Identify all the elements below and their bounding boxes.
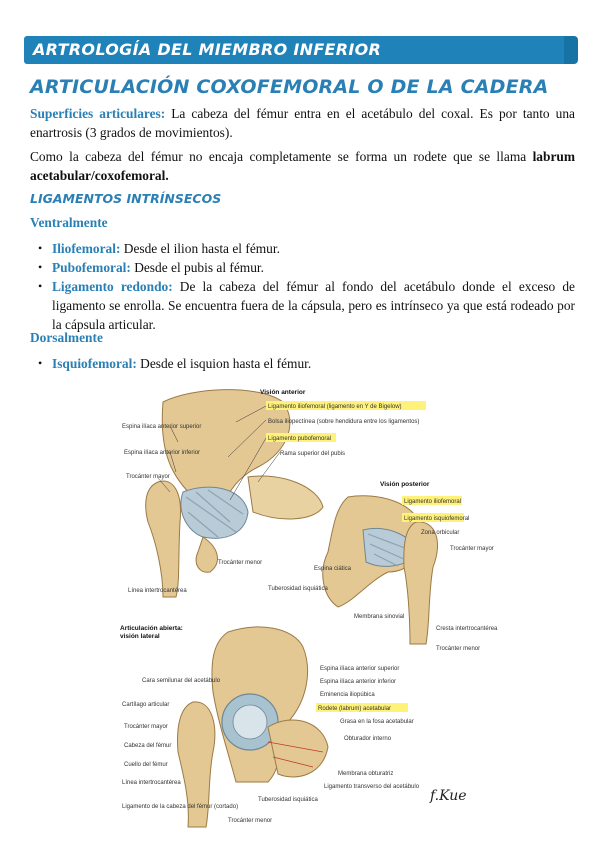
list-ventral (34, 239, 575, 334)
figure-label: Tuberosidad isquiática (258, 797, 318, 803)
figure-label: Espina ciática (314, 566, 352, 572)
list-item (34, 258, 575, 277)
figure-label: Línea intertrocantérea (128, 588, 187, 594)
figure-label: Ligamento de la cabeza del fémur (cortado) (122, 804, 239, 810)
hip-anatomy-illustration (118, 382, 498, 830)
figure-label: Ligamento pubofemoral (268, 436, 332, 442)
lateral-view-title-line1: Articulación abierta: (120, 625, 183, 632)
figure-label: Eminencia iliopúbica (320, 692, 375, 698)
banner-title: ARTROLOGÍA DEL MIEMBRO INFERIOR (33, 40, 382, 59)
figure-label: Cuello del fémur (124, 762, 168, 768)
author-signature: f.Kue (430, 788, 467, 804)
paragraph-labrum (30, 147, 575, 185)
figure-label: Espina ilíaca anterior inferior (320, 679, 397, 685)
list-text: De la cabeza del fémur al fondo del acetábulo donde el exceso de ligamento se enrolla. Se encuentra fuera de la cápsula, pero es intrínseco ya que está rodeado por la cápsula articular. (52, 279, 575, 332)
figure-label: Zona orbicular (421, 530, 460, 536)
figure-label: Bolsa iliopectínea (sobre hendidura entre los ligamentos) (268, 419, 420, 425)
list-text: Desde el isquion hasta el fémur. (136, 356, 312, 371)
list-term: Iliofemoral: (52, 241, 121, 256)
figure-label: Trocánter mayor (450, 546, 494, 552)
section-title: ARTICULACIÓN COXOFEMORAL O DE LA CADERA (30, 76, 549, 98)
list-text: Desde el pubis al fémur. (130, 260, 264, 275)
list-text: Desde el ilion hasta el fémur. (120, 241, 280, 256)
figure-label: Ligamento transverso del acetábulo (324, 784, 420, 790)
figure-label: Trocánter menor (218, 560, 263, 566)
anterior-view-title: Visión anterior (260, 389, 306, 396)
figure-label: Trocánter mayor (126, 474, 170, 480)
figure-label: Membrana obturatriz (338, 771, 394, 777)
figure-label: Trocánter menor (228, 818, 273, 824)
figure-label: Ligamento isquiofemoral (404, 516, 470, 522)
labrum-term: labrum acetabular/coxofemoral. (30, 149, 575, 183)
list-term: Pubofemoral: (52, 260, 131, 275)
list-item (34, 277, 575, 334)
paragraph-text: La cabeza del fémur entra en el acetábulo del coxal. Es por tanto una enartrosis (3 grados de movimientos). (30, 106, 575, 140)
list-item (34, 239, 575, 258)
figure-label: Ligamento iliofemoral (404, 499, 462, 505)
figure-label: Obturador interno (344, 736, 392, 742)
figure-label: Rama superior del pubis (280, 451, 346, 457)
paragraph-label: Superficies articulares: (30, 106, 166, 121)
figure-label: Espina ilíaca anterior superior (320, 666, 400, 672)
subtitle-ligamentos: LIGAMENTOS INTRÍNSECOS (30, 191, 222, 206)
figure-label: Espina ilíaca anterior inferior (124, 450, 201, 456)
paragraph-text: Como la cabeza del fémur no encaja completamente se forma un rodete que se llama (30, 149, 533, 164)
figure-label: Cara semilunar del acetábulo (142, 678, 221, 684)
posterior-view-title: Visión posterior (380, 481, 430, 488)
figure-label: Cresta intertrocantérea (436, 626, 498, 632)
list-dorsal (34, 354, 575, 373)
figure-label: Grasa en la fosa acetabular (340, 719, 414, 725)
list-term: Isquiofemoral: (52, 356, 137, 371)
figure-label: Trocánter mayor (124, 724, 168, 730)
header-banner (24, 36, 575, 64)
figure-label: Cabeza del fémur (124, 743, 172, 749)
list-term: Ligamento redondo: (52, 279, 173, 294)
heading-dorsalmente: Dorsalmente (30, 330, 103, 345)
lateral-view-title-line2: visión lateral (120, 633, 160, 640)
paragraph-superficies (30, 104, 575, 142)
figure-label: Ligamento iliofemoral (ligamento en Y de Bigelow) (268, 404, 402, 410)
figure-label: Trocánter menor (436, 646, 481, 652)
figure-label: Tuberosidad isquiática (268, 586, 328, 592)
figure-label: Cartílago articular (122, 702, 170, 708)
figure-label: Espina ilíaca anterior superior (122, 424, 202, 430)
figure-label: Línea intertrocantérea (122, 780, 181, 786)
heading-ventralmente: Ventralmente (30, 215, 108, 230)
figure-label: Membrana sinovial (354, 614, 405, 620)
list-item (34, 354, 575, 373)
figure-label: Rodete (labrum) acetabular (318, 706, 392, 712)
